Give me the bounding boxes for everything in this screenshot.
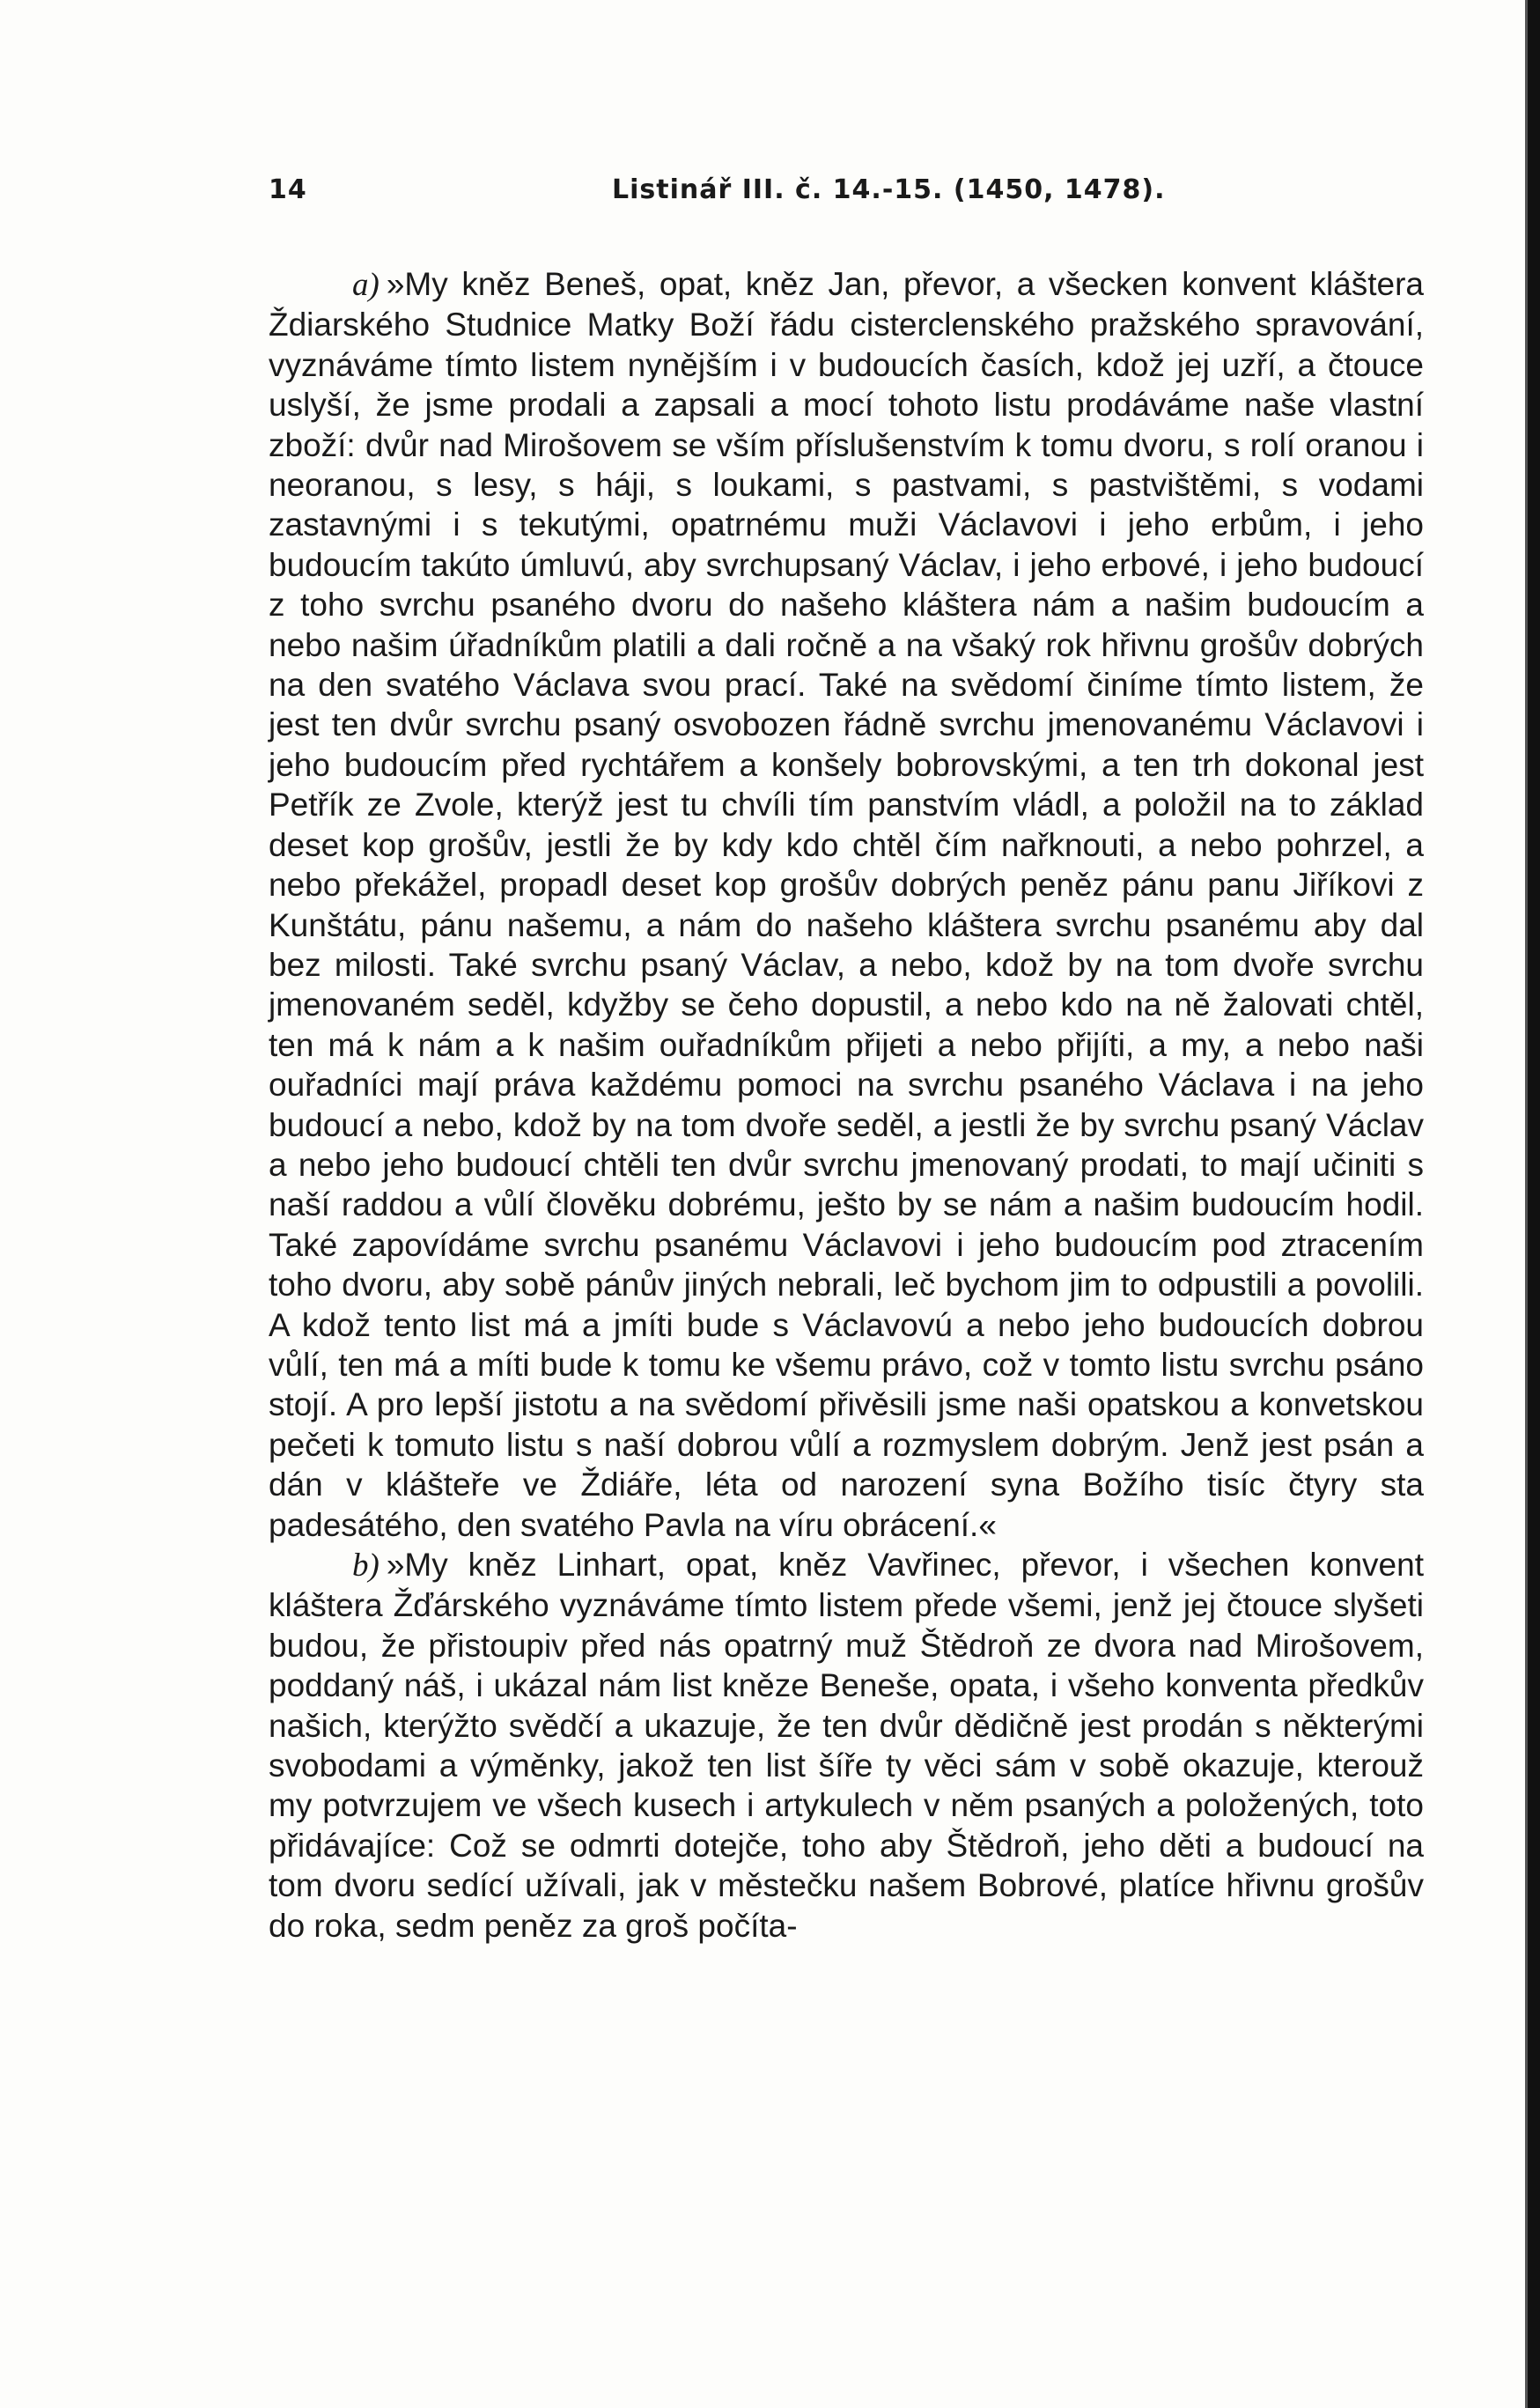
- paragraph-b: [269, 1545, 1424, 1946]
- page-edge: [1528, 0, 1540, 2408]
- body-text: [269, 264, 1424, 1946]
- paragraph-text: »My kněz Linhart, opat, kněz Vavřinec, převor, i všechen konvent kláštera Žďárského vyznáváme tímto listem přede všemi, jenž jej čtouce slyšeti budou, že přistoupiv před nás opatrný muž Štědroň ze dvora nad Mirošovem, poddaný náš, i ukázal nám list kněze Beneše, opata, i všeho konventa předkův našich, kterýžto svědčí a ukazuje, že ten dvůr dědičně jest prodán s některými svobodami a výměnky, jakož ten list šíře ty věci sám v sobě okazuje, kterouž my potvrzujem ve všech kusech i artykulech v něm psaných a položených, toto přidávajíce: Což se odmrti dotejče, toho aby Štědroň, jeho děti a budoucí na tom dvoru sedící užívali, jak v městečku našem Bobrové, platíce hřivnu grošův do roka, sedm peněz za groš počíta-: [269, 1547, 1424, 1944]
- running-head: [269, 174, 1424, 218]
- page-number: 14: [269, 174, 307, 205]
- paragraph-text: »My kněz Beneš, opat, kněz Jan, převor, a všecken konvent kláštera Ždiarského Studnice Matky Boží řádu cisterclenského pražského spravování, vyznáváme tímto listem nynějším i v budoucích časích, kdož jej uzří, a čtouce uslyší, že jsme prodali a zapsali a mocí tohoto listu prodáváme naše vlastní zboží: dvůr nad Mirošovem se vším příslušenstvím k tomu dvoru, s rolí oranou i neoranou, s lesy, s háji, s loukami, s pastvami, s pastvištěmi, s vodami zastavnými i s tekutými, opatrnému muži Václavovi i jeho erbům, i jeho budoucím takúto úmluvú, aby svrchupsaný Václav, i jeho erbové, i jeho budoucí z toho svrchu psaného dvoru do našeho kláštera nám a našim budoucím a nebo našim úřadníkům platili a dali ročně a na všaký rok hřivnu grošův dobrých na den svatého Václava svou prací. Také na svědomí činíme tímto listem, že jest ten dvůr svrchu psaný osvobozen řádně svrchu jmenovanému Václavovi i jeho budoucím před rychtářem a konšely bobrovskými, a ten trh dokonal jest Petřík ze Zvole, kterýž jest tu chvíli tím panstvím vládl, a položil na to základ deset kop grošův, jestli že by kdy kdo chtěl čím nařknouti, a nebo pohrzel, a nebo překážel, propadl deset kop grošův dobrých peněz pánu panu Jiříkovi z Kunštátu, pánu našemu, a nám do našeho kláštera svrchu psanému aby dal bez milosti. Také svrchu psaný Václav, a nebo, kdož by na tom dvoře svrchu jmenovaném seděl, kdyžby se čeho dopustil, a nebo kdo na ně žalovati chtěl, ten má k nám a k našim ouřadníkům přijeti a nebo přijíti, a my, a nebo naši ouřadníci mají práva každému pomoci na svrchu psaného Václava i na jeho budoucí a nebo, kdož by na tom dvoře seděl, a jestli že by svrchu psaný Václav a nebo jeho budoucí chtěli ten dvůr svrchu jmenovaný prodati, to mají učiniti s naší raddou a vůlí člověku dobrému, ješto by se nám a našim budoucím hodil. Také zapovídáme svrchu psanému Václavovi i jeho budoucím pod ztracením toho dvoru, aby sobě pánův jiných nebrali, leč bychom jim to odpustili a povolili. A kdož tento list má a jmíti bude s Václavovú a nebo jeho budoucích dobrou vůlí, ten má a míti bude k tomu ke všemu právo, což v tomto listu svrchu psáno stojí. A pro lepší jistotu a na svědomí přivěsili jsme naši opatskou a konvetskou pečeti k tomuto listu s naší dobrou vůlí a rozmyslem dobrým. Jenž jest psán a dán v klášteře ve Ždiáře, léta od narození syna Božího tisíc čtyry sta padesátého, den svatého Pavla na víru obrácení.«: [269, 266, 1424, 1543]
- paragraph-label: b): [352, 1547, 379, 1584]
- paragraph-a: [269, 264, 1424, 1545]
- running-head-title: Listinář III. č. 14.-15. (1450, 1478).: [612, 174, 1166, 205]
- paragraph-label: a): [352, 267, 379, 303]
